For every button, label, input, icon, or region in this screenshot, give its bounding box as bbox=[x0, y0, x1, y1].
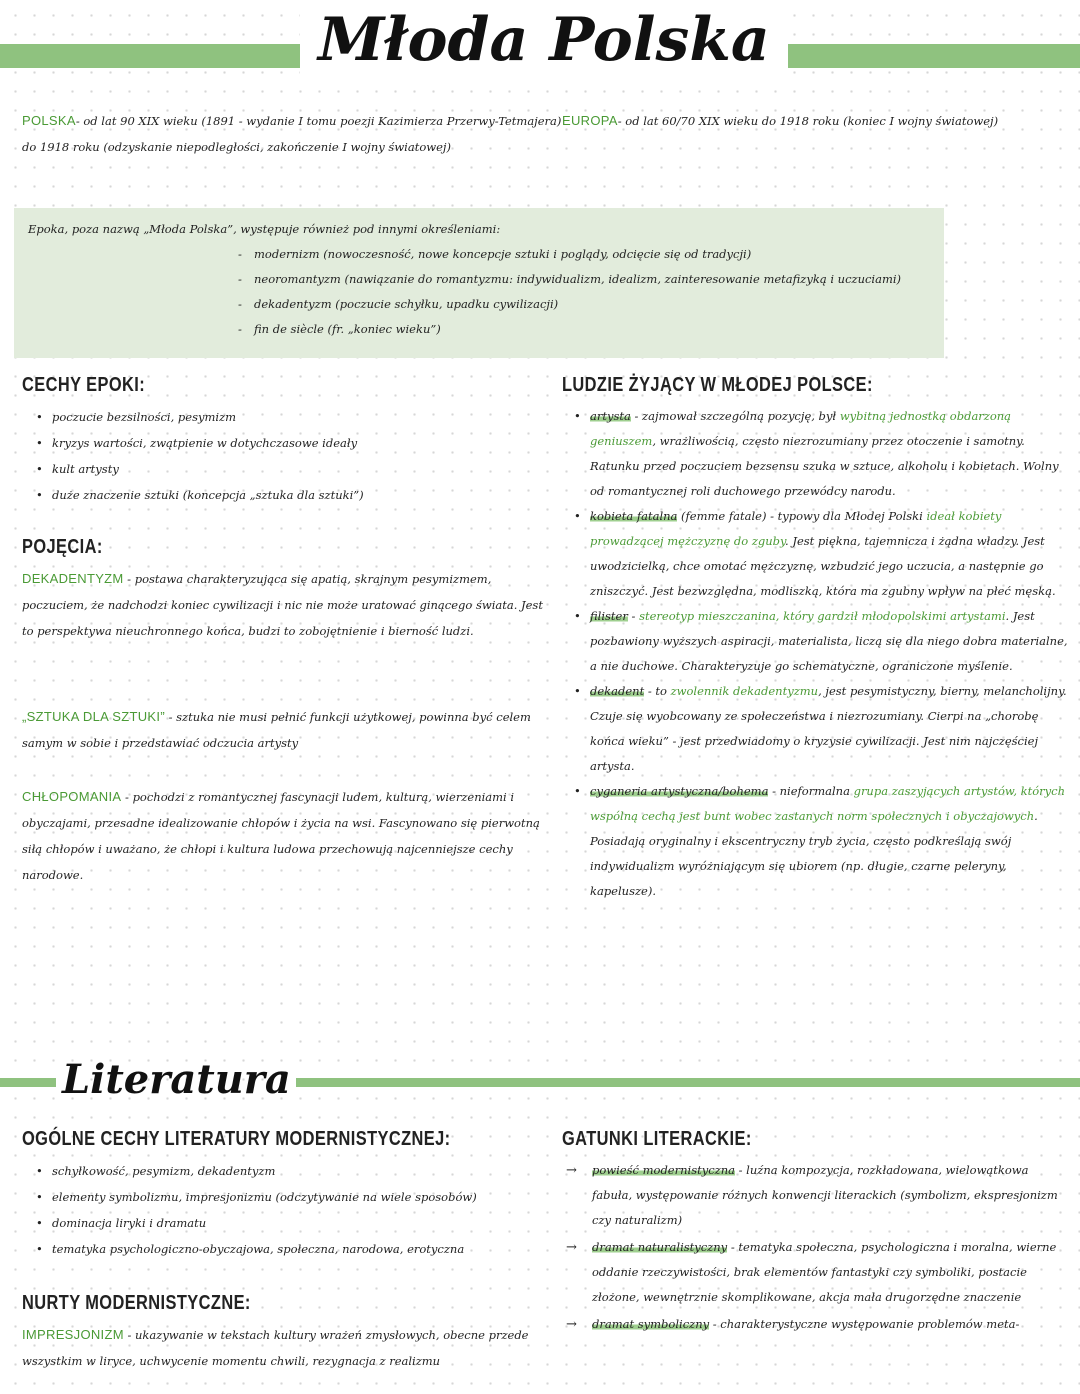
ogolne-list bbox=[36, 1158, 550, 1262]
list-item: • tematyka psychologiczno-obyczajowa, społeczna, narodowa, erotyczna bbox=[36, 1236, 550, 1262]
list-item bbox=[574, 779, 1068, 904]
text: - zajmował szczególną pozycję, był bbox=[630, 409, 840, 423]
term: kobieta fatalna bbox=[590, 509, 678, 523]
list-item bbox=[566, 1158, 1070, 1233]
list-item bbox=[574, 679, 1068, 779]
text: - bbox=[627, 609, 640, 623]
term: „SZTUKA DLA SZTUKI” bbox=[22, 709, 165, 724]
text: . Jest pozbawiony wyższych aspiracji, materialista, liczą się dla niego dobra materialne, a nie duchowe. Charakteryzuje go schematyczne, ograniczone myślenie. bbox=[590, 609, 1068, 673]
definition: - charakterystyczne występowanie problemów meta- bbox=[709, 1317, 1020, 1331]
term: IMPRESJONIZM bbox=[22, 1327, 124, 1342]
ogolne-heading: OGÓLNE CECHY LITERATURY MODERNISTYCZNEJ: bbox=[22, 1128, 451, 1150]
europa-text: - od lat 60/70 XIX wieku do 1918 roku (koniec I wojny światowej) bbox=[617, 114, 999, 128]
literatura-band-left bbox=[0, 1078, 56, 1087]
list-item bbox=[574, 504, 1068, 604]
definition: - postawa charakteryzująca się apatią, skrajnym pesymizmem, poczuciem, że nadchodzi koniec cywilizacji i nic nie może uratować ginącego świata. Jest to perspektywa nieuchronnego końca, budzi to zobojętnienie i bierność ludzi. bbox=[22, 572, 543, 638]
term: cyganeria artystyczna/bohema bbox=[590, 784, 769, 798]
list-item: • poczucie bezsilności, pesymizm bbox=[36, 404, 546, 430]
names-list bbox=[238, 242, 930, 342]
gatunki-list bbox=[566, 1158, 1070, 1339]
text: . Posiadają oryginalny i ekscentryczny tryb życia, często podkreślają swój indywidualizm wyróżniającym się ubiorem (np. długie, czarne peleryny, kapelusze). bbox=[590, 809, 1038, 898]
list-item: - dekadentyzm (poczucie schyłku, upadku cywilizacji) bbox=[238, 292, 930, 317]
list-item: - modernizm (nowoczesność, nowe koncepcje sztuki i poglądy, odcięcie się od tradycji) bbox=[238, 242, 930, 267]
list-item: • kult artysty bbox=[36, 456, 546, 482]
term: dramat symboliczny bbox=[592, 1317, 710, 1331]
nurt-impresjonizm bbox=[22, 1322, 552, 1374]
gatunki-heading: GATUNKI LITERACKIE: bbox=[562, 1128, 752, 1150]
text: , jest pesymistyczny, bierny, melancholijny. Czuje się wyobcowany ze społeczeństwa i niezrozumiany. Cierpi na „chorobę końca wieku” - jest przedwiadomy o kryzysie cywilizacji. Jest nim najczęściej artysta. bbox=[590, 684, 1067, 773]
list-item bbox=[574, 404, 1068, 504]
polska-block bbox=[22, 108, 562, 160]
highlight-text: wybitną jednostką obdarzoną geniuszem bbox=[590, 409, 1012, 448]
term: filister bbox=[590, 609, 628, 623]
term: powieść modernistyczna bbox=[592, 1163, 735, 1177]
text: . Jest piękna, tajemnicza i żądna władzy. Jest uwodzicielką, chce omotać mężczyznę, wzbudzić jego uczucia, a następnie go zniszczyć. Jest bezwzględna, modliszką, która ma zgubny wpływ na płeć męską. bbox=[590, 534, 1056, 598]
text: (femme fatale) - typowy dla Młodej Polski bbox=[677, 509, 927, 523]
highlight-text: grupa zaszyjących artystów, których wspólną cechą jest bunt wobec zastanych norm społecznych i obyczajowych bbox=[590, 784, 1066, 823]
definition: - pochodzi z romantycznej fascynacji ludem, kulturą, wierzeniami i obyczajami, przesadne idealizowanie chłopów i życia na wsi. Fascynowano się pierwotną siłą chłopów i uważano, że chłopi i kultura ludowa przechowują najcenniejsze cechy narodowe. bbox=[22, 790, 540, 882]
term: dekadent bbox=[590, 684, 645, 698]
list-item bbox=[566, 1312, 1070, 1337]
list-item bbox=[574, 604, 1068, 679]
text: - to bbox=[644, 684, 671, 698]
cechy-heading: CECHY EPOKI: bbox=[22, 374, 146, 396]
list-item: • kryzys wartości, zwątpienie w dotychczasowe ideały bbox=[36, 430, 546, 456]
pojecie-chlopomania bbox=[22, 784, 552, 888]
term: artysta bbox=[590, 409, 631, 423]
ludzie-heading: LUDZIE ŻYJĄCY W MŁODEJ POLSCE: bbox=[562, 374, 873, 396]
definition: - sztuka nie musi pełnić funkcji użytkowej, powinna być celem samym w sobie i przedstawiać odczucia artysty bbox=[22, 710, 531, 750]
literatura-title: Literatura bbox=[62, 1056, 291, 1103]
list-item bbox=[566, 1235, 1070, 1310]
definition: - luźna kompozycja, rozkładowana, wielowątkowa fabuła, występowanie różnych konwencji literackich (symbolizm, ekspresjonizm czy naturalizm) bbox=[592, 1163, 1058, 1227]
text: - nieformalna bbox=[768, 784, 854, 798]
term: CHŁOPOMANIA bbox=[22, 789, 122, 804]
pojecia-heading: POJĘCIA: bbox=[22, 536, 103, 558]
europa-label: EUROPA bbox=[562, 113, 618, 128]
term: dramat naturalistyczny bbox=[592, 1240, 728, 1254]
highlight-text: zwolennik dekadentyzmu bbox=[670, 684, 819, 698]
list-item: • duże znaczenie sztuki (koncepcja „sztuka dla sztuki”) bbox=[36, 482, 546, 508]
pojecie-sztuka bbox=[22, 704, 552, 756]
highlight-text: stereotyp mieszczanina, który gardził młodopolskimi artystami bbox=[639, 609, 1006, 623]
text: , wrażliwością, często niezrozumiany przez otoczenie i samotny. Ratunku przed poczuciem bezsensu szuka w sztuce, alkoholu i kobietach. Wolny od romantycznej roli duchowego przewódcy narodu. bbox=[590, 434, 1059, 498]
nurty-heading: NURTY MODERNISTYCZNE: bbox=[22, 1292, 251, 1314]
list-item: • schyłkowość, pesymizm, dekadentyzm bbox=[36, 1158, 550, 1184]
list-item: - neoromantyzm (nawiązanie do romantyzmu: indywidualizm, idealizm, zainteresowanie metafizyką i uczuciami) bbox=[238, 267, 930, 292]
definition: - ukazywanie w tekstach kultury wrażeń zmysłowych, obecne przede wszystkim w liryce, uchwycenie momentu chwili, rezygnacja z realizmu bbox=[22, 1328, 529, 1368]
polska-label: POLSKA bbox=[22, 113, 76, 128]
list-item: • elementy symbolizmu, impresjonizmu (odczytywanie na wiele sposobów) bbox=[36, 1184, 550, 1210]
pojecie-dekadentyzm bbox=[22, 566, 552, 644]
term: DEKADENTYZM bbox=[22, 571, 124, 586]
ludzie-list bbox=[574, 404, 1068, 904]
names-box bbox=[14, 208, 944, 358]
page-title: Młoda Polska bbox=[300, 0, 788, 82]
definition: - tematyka społeczna, psychologiczna i moralna, wierne oddanie rzeczywistości, brak elementów fantastyki czy symboliki, postacie złożone, wewnętrznie skomplikowane, akcja mała drugorzędne znaczenie bbox=[592, 1240, 1057, 1304]
list-item: • dominacja liryki i dramatu bbox=[36, 1210, 550, 1236]
europa-block bbox=[562, 108, 1062, 134]
names-intro: Epoka, poza nazwą „Młoda Polska”, występuje również pod innymi określeniami: bbox=[28, 222, 501, 236]
list-item: - fin de siècle (fr. „koniec wieku”) bbox=[238, 317, 930, 342]
cechy-list bbox=[36, 404, 546, 508]
polska-text: - od lat 90 XIX wieku (1891 - wydanie I tomu poezji Kazimierza Przerwy-Tetmajera) do 1918 roku (odzyskanie niepodległości, zakończenie I wojny światowej) bbox=[22, 114, 562, 154]
literatura-band-right bbox=[296, 1078, 1080, 1087]
highlight-text: ideał kobiety prowadzącej mężczyznę do zguby bbox=[590, 509, 1002, 548]
